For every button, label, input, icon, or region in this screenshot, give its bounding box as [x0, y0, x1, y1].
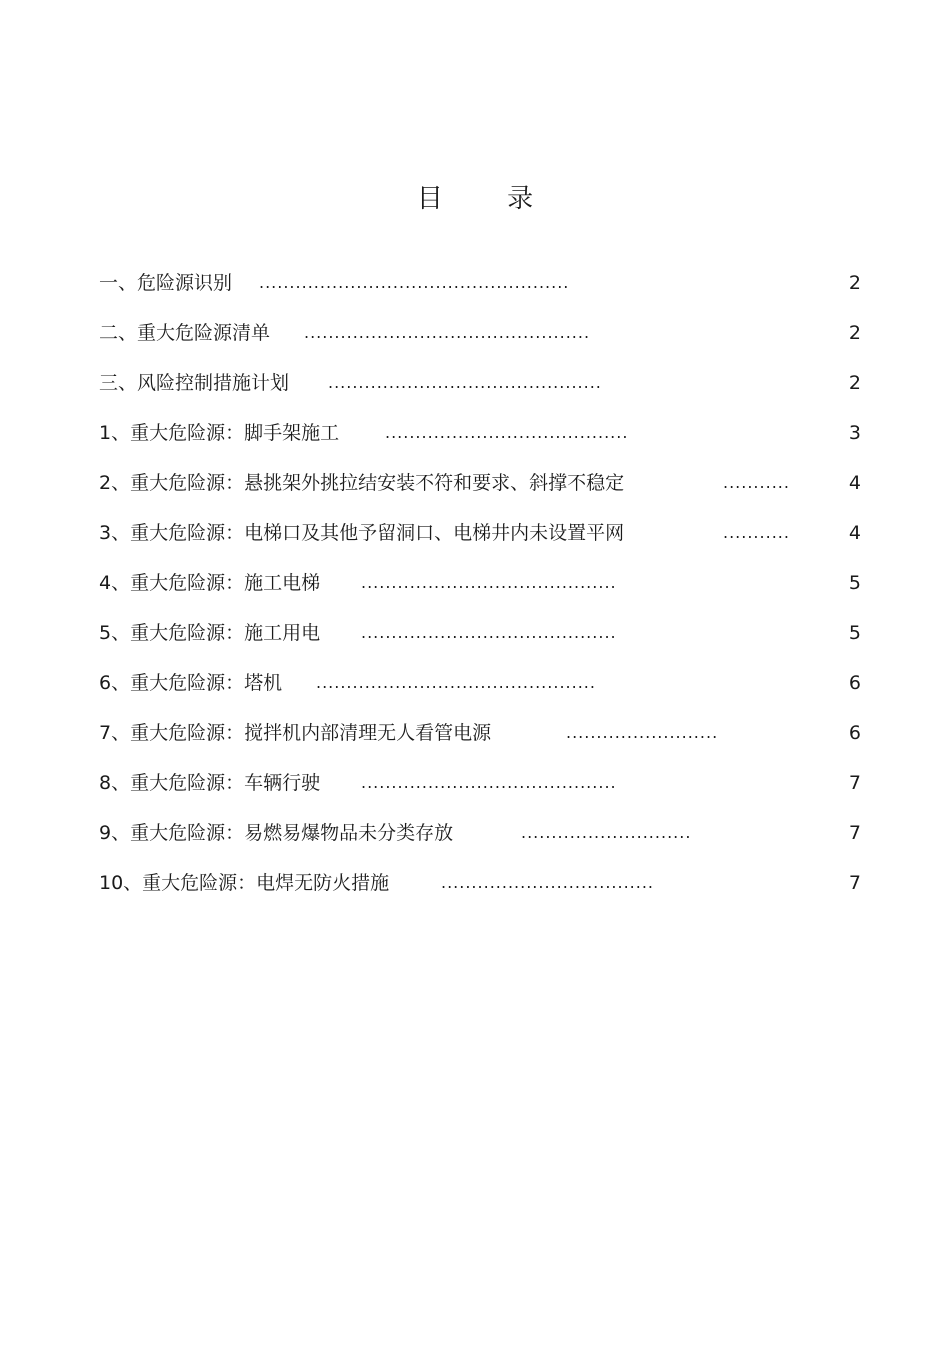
toc-leader-dots: .............................................. [316, 673, 596, 692]
toc-entry-label: 三、风险控制措施计划 [99, 372, 290, 394]
toc-entry-label: 2、重大危险源：悬挑架外挑拉结安装不符和要求、斜撑不稳定 [99, 472, 625, 494]
toc-entry-label: 7、重大危险源：搅拌机内部清理无人看管电源 [99, 722, 492, 744]
toc-entry-label: 4、重大危险源：施工电梯 [99, 572, 321, 594]
toc-entry [99, 868, 861, 918]
toc-entry [99, 818, 861, 868]
toc-leader-dots: ............................................... [304, 323, 591, 342]
toc-entry [99, 418, 861, 468]
toc-leader-dots: .......................................... [361, 773, 617, 792]
toc-leader-dots: ................................................... [259, 273, 570, 292]
toc-leader-dots: ............................ [521, 823, 692, 842]
toc-page-number: 2 [848, 322, 861, 344]
toc-entry [99, 718, 861, 768]
toc-list [99, 268, 861, 918]
toc-leader-dots: ........................................ [385, 423, 629, 442]
toc-entry-label: 3、重大危险源：电梯口及其他予留洞口、电梯井内未设置平网 [99, 522, 625, 544]
toc-entry-label: 二、重大危险源清单 [99, 322, 271, 344]
toc-leader-dots: ......................... [566, 723, 719, 742]
toc-entry-label: 1、重大危险源：脚手架施工 [99, 422, 340, 444]
toc-page-number: 3 [848, 422, 861, 444]
toc-entry [99, 568, 861, 618]
toc-leader-dots: ............................................. [328, 373, 602, 392]
toc-page-number: 7 [848, 822, 861, 844]
toc-leader-dots: .......................................... [361, 573, 617, 592]
toc-entry [99, 518, 861, 568]
toc-leader-dots: .......................................... [361, 623, 617, 642]
toc-page-number: 5 [848, 622, 861, 644]
toc-page-number: 7 [848, 772, 861, 794]
toc-entry [99, 618, 861, 668]
toc-page-number: 6 [848, 722, 861, 744]
toc-entry-label: 8、重大危险源：车辆行驶 [99, 772, 321, 794]
toc-title: 目 录 [416, 184, 562, 214]
toc-leader-dots: ........... [723, 473, 790, 492]
toc-entry-label: 10、重大危险源：电焊无防火措施 [99, 872, 390, 894]
toc-page-number: 2 [848, 372, 861, 394]
toc-entry-label: 5、重大危险源：施工用电 [99, 622, 321, 644]
toc-page-number: 2 [848, 272, 861, 294]
toc-entry-label: 一、危险源识别 [99, 272, 233, 294]
toc-entry [99, 268, 861, 318]
toc-page-number: 4 [848, 472, 861, 494]
toc-leader-dots: ........... [723, 523, 790, 542]
toc-entry [99, 368, 861, 418]
toc-entry-label: 9、重大危险源：易燃易爆物品未分类存放 [99, 822, 454, 844]
toc-entry [99, 668, 861, 718]
toc-entry [99, 468, 861, 518]
toc-page-number: 7 [848, 872, 861, 894]
toc-page-number: 5 [848, 572, 861, 594]
toc-entry [99, 318, 861, 368]
toc-leader-dots: ................................... [441, 873, 655, 892]
toc-entry-label: 6、重大危险源：塔机 [99, 672, 283, 694]
toc-page-number: 4 [848, 522, 861, 544]
toc-page-number: 6 [848, 672, 861, 694]
toc-entry [99, 768, 861, 818]
